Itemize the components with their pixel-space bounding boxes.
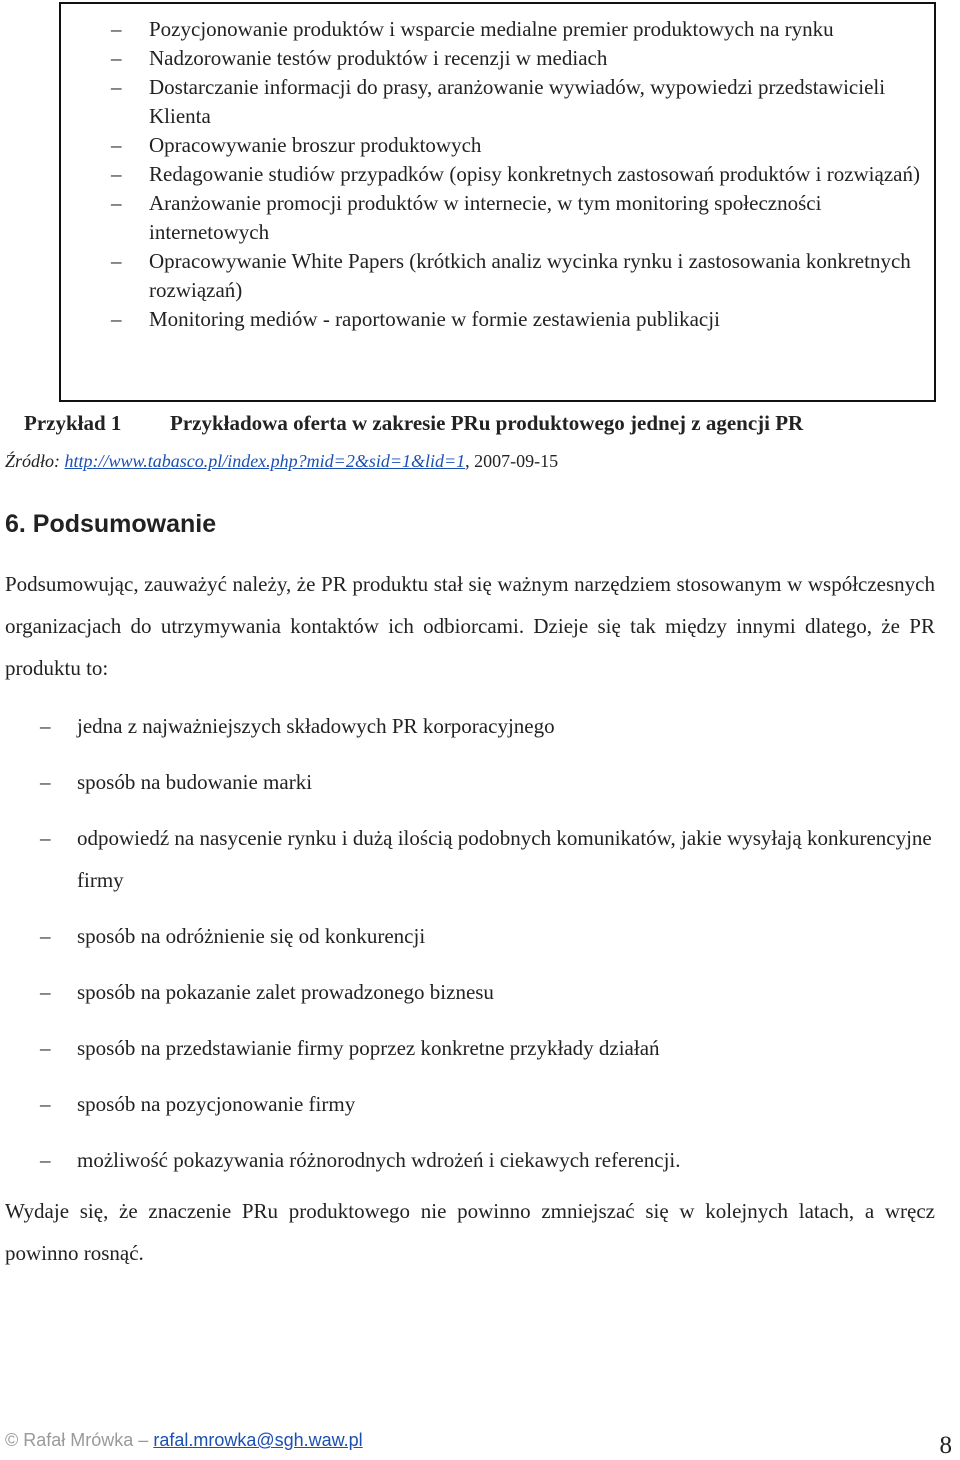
list-item: – Monitoring mediów - raportowanie w formie zestawienia publikacji <box>61 305 934 334</box>
example-caption <box>24 409 954 437</box>
dash-bullet: – <box>40 1036 51 1060</box>
source-link[interactable]: http://www.tabasco.pl/index.php?mid=2&sid=1&lid=1 <box>64 451 466 471</box>
dash-bullet: – <box>40 714 51 738</box>
dash-bullet: – <box>111 46 122 70</box>
offer-list <box>61 15 934 334</box>
list-item: – Pozycjonowanie produktów i wsparcie medialne premier produktowych na rynku <box>61 15 934 44</box>
source-line <box>5 449 558 473</box>
list-item: – sposób na budowanie marki <box>0 761 940 803</box>
caption-title: Przykładowa oferta w zakresie PRu produktowego jednej z agencji PR <box>170 411 804 435</box>
dash-bullet: – <box>111 133 122 157</box>
list-item: – jedna z najważniejszych składowych PR korporacyjnego <box>0 705 940 747</box>
list-item: – sposób na odróżnienie się od konkurencji <box>0 915 940 957</box>
dash-bullet: – <box>111 162 122 186</box>
list-item: – sposób na pokazanie zalet prowadzonego biznesu <box>0 971 940 1013</box>
dash-bullet: – <box>111 249 122 273</box>
dash-bullet: – <box>111 191 122 215</box>
list-item: – sposób na pozycjonowanie firmy <box>0 1083 940 1125</box>
dash-bullet: – <box>40 980 51 1004</box>
source-prefix: Źródło: <box>5 451 65 471</box>
list-item: – Opracowywanie White Papers (krótkich analiz wycinka rynku i zastosowania konkretnych rozwiązań) <box>111 249 911 302</box>
dash-bullet: – <box>40 826 51 850</box>
source-date: , 2007-09-15 <box>465 451 559 471</box>
list-item: – możliwość pokazywania różnorodnych wdrożeń i ciekawych referencji. <box>0 1139 940 1181</box>
dash-bullet: – <box>111 17 122 41</box>
footer <box>5 1428 363 1452</box>
list-item: – Nadzorowanie testów produktów i recenzji w mediach <box>61 44 934 73</box>
dash-bullet: – <box>40 1092 51 1116</box>
list-item: – Dostarczanie informacji do prasy, aranżowanie wywiadów, wypowiedzi przedstawicieli Klienta <box>111 75 886 128</box>
list-item: – Opracowywanie broszur produktowych <box>61 131 934 160</box>
example-box <box>59 2 936 402</box>
section-heading: 6. Podsumowanie <box>5 510 217 538</box>
pr-benefits-list <box>0 705 940 1195</box>
dash-bullet: – <box>40 924 51 948</box>
list-item: – odpowiedź na nasycenie rynku i dużą ilością podobnych komunikatów, jakie wysyłają konkurencyjne firmy <box>0 817 940 901</box>
dash-bullet: – <box>111 307 122 331</box>
list-item: – Redagowanie studiów przypadków (opisy konkretnych zastosowań produktów i rozwiązań) <box>61 160 934 189</box>
conclusion-paragraph: Wydaje się, że znaczenie PRu produktowego nie powinno zmniejszać się w kolejnych latach, a wręcz powinno rosnąć. <box>5 1199 935 1265</box>
list-item: – sposób na przedstawianie firmy poprzez konkretne przykłady działań <box>0 1027 940 1069</box>
page-number: 8 <box>939 1432 952 1459</box>
intro-paragraph: Podsumowując, zauważyć należy, że PR produktu stał się ważnym narzędziem stosowanym w współczesnych organizacjach do utrzymywania kontaktów ich odbiorcami. Dzieje się tak między innymi dlatego, że PR produktu to: <box>5 572 935 680</box>
footer-email-link[interactable]: rafal.mrowka@sgh.waw.pl <box>153 1430 363 1450</box>
dash-bullet: – <box>40 1148 51 1172</box>
caption-label: Przykład 1 <box>24 411 122 435</box>
list-item: – Aranżowanie promocji produktów w internecie, w tym monitoring społeczności internetowych <box>111 191 822 244</box>
dash-bullet: – <box>111 75 122 99</box>
footer-author: © Rafał Mrówka – <box>5 1430 149 1450</box>
dash-bullet: – <box>40 770 51 794</box>
